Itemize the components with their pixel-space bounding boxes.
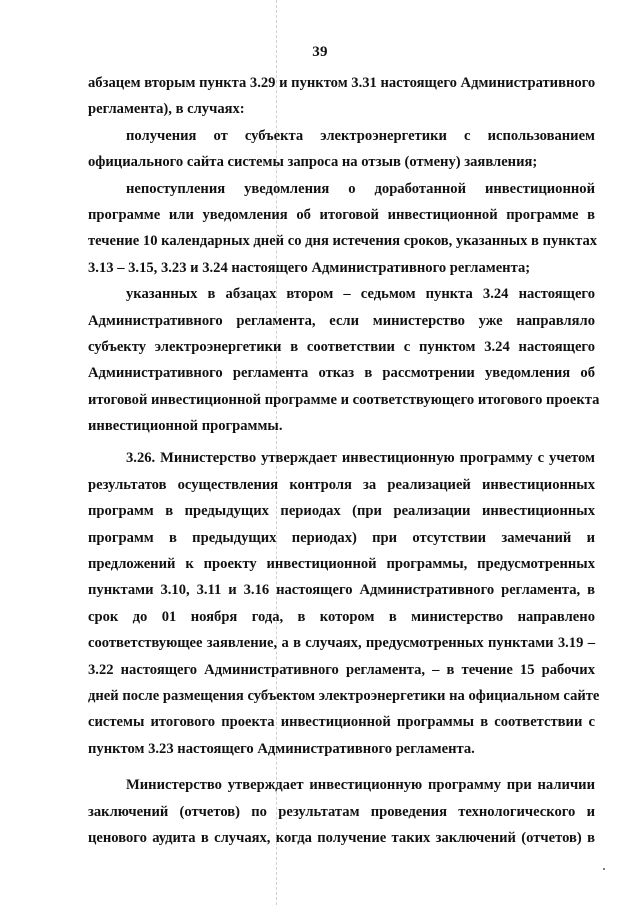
- text-line: 3.26. Министерство утверждает инвестиционную программу с учетом: [126, 450, 595, 467]
- text-line: субъекту электроэнергетики в соответствии с пунктом 3.24 настоящего: [88, 338, 595, 355]
- text-line: инвестиционной программы.: [88, 418, 283, 435]
- text-line: получения от субъекта электроэнергетики с использованием: [126, 127, 595, 144]
- text-line: предложений к проекту инвестиционной программы, предусмотренных: [88, 556, 595, 573]
- text-line: дней после размещения субъектом электроэнергетики на официальном сайте: [88, 687, 600, 704]
- body-text: [88, 70, 600, 851]
- text-line: регламента), в случаях:: [88, 101, 245, 118]
- text-line: ценового аудита в случаях, когда получение таких заключений (отчетов) в: [88, 829, 595, 846]
- text-line: результатов осуществления контроля за реализацией инвестиционных: [88, 476, 595, 493]
- text-line: заключений (отчетов) по результатам проведения технологического и: [88, 803, 595, 820]
- page-number: 39: [312, 44, 328, 60]
- text-line: пунктами 3.10, 3.11 и 3.16 настоящего Административного регламента, в: [88, 582, 595, 599]
- text-line: срок до 01 ноября года, в котором в министерство направлено: [88, 608, 595, 625]
- text-line: программ в предыдущих периодах) при отсутствии замечаний и: [88, 529, 595, 546]
- text-line: непоступления уведомления о доработанной инвестиционной: [126, 180, 595, 197]
- text-line: итоговой инвестиционной программе и соответствующего итогового проекта: [88, 391, 600, 408]
- text-line: программе или уведомления об итоговой инвестиционной программе в: [88, 206, 595, 223]
- text-line: Административного регламента отказ в рассмотрении уведомления об: [88, 365, 595, 382]
- text-line: системы итогового проекта инвестиционной программы в соответствии с: [88, 714, 595, 731]
- scan-speck: [603, 868, 605, 870]
- text-line: течение 10 календарных дней со дня истечения сроков, указанных в пунктах: [88, 233, 598, 250]
- text-line: пунктом 3.23 настоящего Административного регламента.: [88, 740, 475, 757]
- paragraph-gap: [88, 762, 595, 772]
- text-line: 3.13 – 3.15, 3.23 и 3.24 настоящего Административного регламента;: [88, 259, 531, 276]
- text-line: официального сайта системы запроса на отзыв (отмену) заявления;: [88, 154, 538, 171]
- text-line: Административного регламента, если министерство уже направляло: [88, 312, 595, 329]
- text-line: абзацем вторым пункта 3.29 и пунктом 3.31 настоящего Административного: [88, 75, 596, 91]
- text-line: соответствующее заявление, а в случаях, предусмотренных пунктами 3.19 –: [88, 635, 595, 652]
- text-line: Министерство утверждает инвестиционную программу при наличии: [126, 777, 595, 794]
- text-line: программ в предыдущих периодах (при реализации инвестиционных: [88, 503, 595, 520]
- text-line: указанных в абзацах втором – седьмом пункта 3.24 настоящего: [126, 286, 595, 303]
- text-line: 3.22 настоящего Административного регламента, – в течение 15 рабочих: [88, 661, 595, 678]
